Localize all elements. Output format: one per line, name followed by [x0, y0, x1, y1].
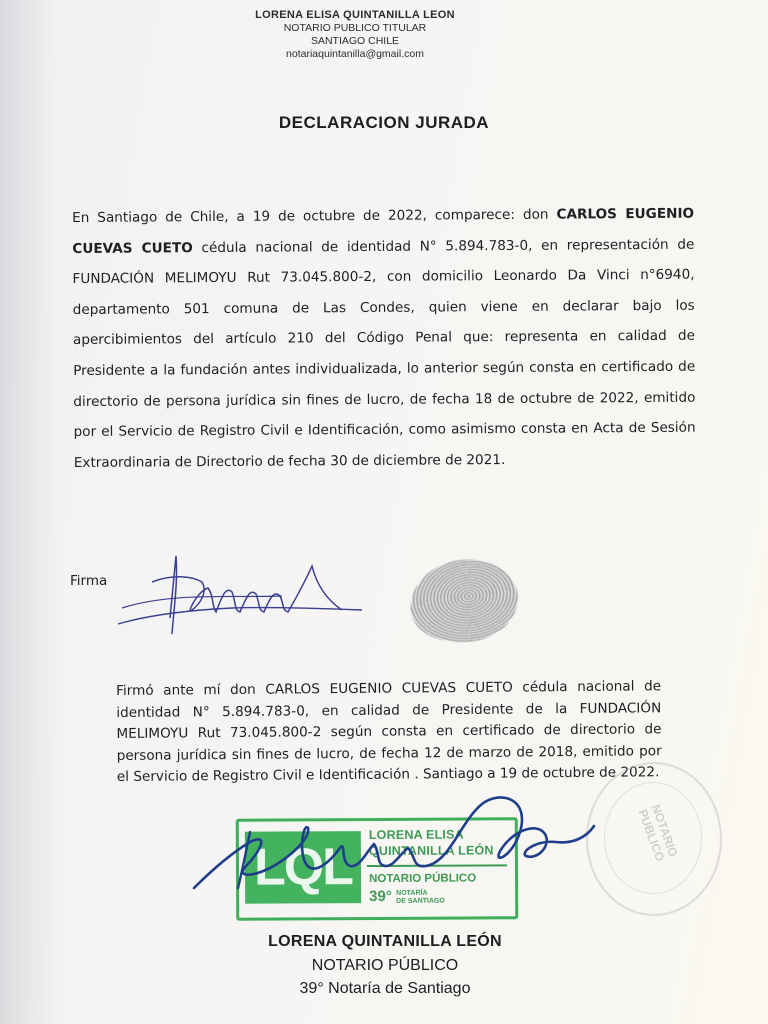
faint-seal-text: NOTARIO PUBLICO [635, 802, 681, 864]
letterhead-role: NOTARIO PUBLICO TITULAR [283, 22, 427, 34]
notary-stamp-logo: LQL [245, 831, 361, 904]
notary-stamp-number: 39° [369, 887, 392, 906]
notary-stamp-office-line2: DE SANTIAGO [396, 897, 445, 905]
declaration-body: cédula nacional de identidad N° 5.894.783-0, en representación de FUNDACIÓN MELIMOYU Rut 73.045.800-2, con domicilio Leonardo Da Vinci n°6940, departamento 501 comuna de Las Condes, quien viene en declarar bajo los apercibimientos del artículo 210 del Código Penal que: representa en calidad de Presidente a la fundación antes individualizada, lo anterior según consta en certificado de directorio de persona jurídica sin fines de lucro, de fecha 18 de octubre de 2022, emitido por el Servicio de Registro Civil e Identificación, como asimismo consta en Acta de Sesión Extraordinaria de Directorio de fecha 30 de diciembre de 2021. [72, 236, 696, 471]
notary-stamp-name-line2: QUINTANILLA LEÓN [368, 843, 494, 859]
faint-notary-seal [586, 762, 722, 916]
page-shadow [0, 0, 60, 1024]
letterhead-email: notariaquintanilla@gmail.com [286, 48, 424, 60]
declaration-paragraph [72, 199, 696, 479]
document-title: DECLARACION JURADA [278, 113, 490, 132]
notary-stamp-office-line1: NOTARÍA [396, 889, 428, 897]
notary-footer [200, 930, 570, 1000]
declarant-name: CARLOS EUGENIO CUEVAS CUETO [72, 205, 695, 257]
signature-label: Firma [70, 573, 108, 589]
footer-name: LORENA QUINTANILLA LEÓN [268, 933, 502, 950]
declaration-intro: En Santiago de Chile, a 19 de octubre de 2022, comparece: don [72, 206, 557, 226]
notary-stamp-role: NOTARIO PÚBLICO [369, 872, 477, 886]
notary-signature [190, 792, 600, 902]
letterhead-name: LORENA ELISA QUINTANILLA LEON [255, 9, 455, 21]
letterhead [200, 8, 510, 61]
footer-office: 39° Notaría de Santiago [299, 980, 471, 997]
footer-role: NOTARIO PÚBLICO [311, 957, 459, 974]
letterhead-city: SANTIAGO CHILE [310, 35, 400, 47]
notary-stamp-name-line1: LORENA ELISA [368, 827, 464, 843]
notary-statement: Firmó ante mí don CARLOS EUGENIO CUEVAS CUETO cédula nacional de identidad N° 5.894.783-0, en calidad de Presidente de la FUNDACIÓN MELIMOYU Rut 73.045.800-2 según consta en certificado de directorio de persona jurídica sin fines de lucro, de fecha 12 de marzo de 2018, emitido por el Servicio de Registro Civil e Identificación . Santiago a 19 de octubre de 2022. [116, 678, 662, 785]
declarant-signature [112, 552, 372, 642]
